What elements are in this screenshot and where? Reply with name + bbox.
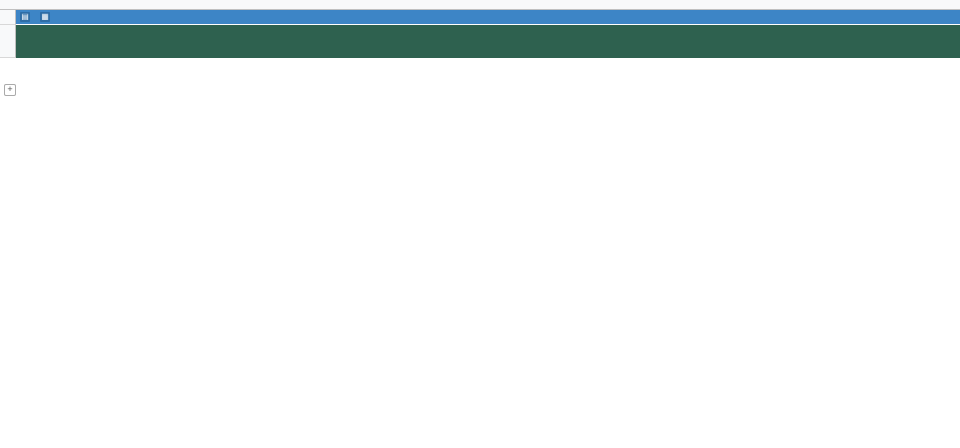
- row-header[interactable]: [0, 25, 16, 58]
- column-header-bar[interactable]: [0, 0, 960, 10]
- row-header[interactable]: [0, 10, 16, 25]
- toolbar-bar: [16, 10, 960, 24]
- add-row-icon[interactable]: +: [4, 84, 16, 96]
- header-row: [16, 25, 960, 58]
- grid-view-icon[interactable]: ▦: [41, 12, 49, 21]
- sheet-icon[interactable]: ▤: [21, 12, 29, 21]
